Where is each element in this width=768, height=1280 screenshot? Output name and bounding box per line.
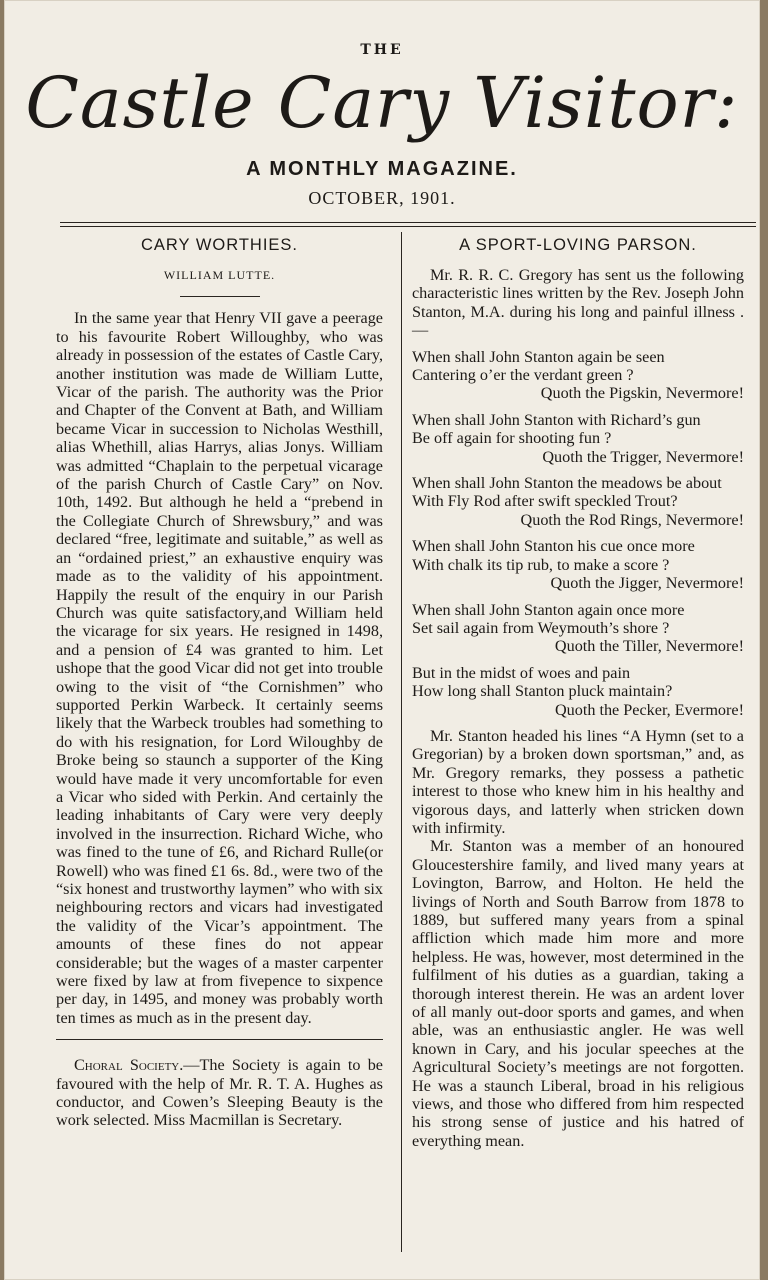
verse-refrain: Quoth the Trigger, Nevermore! bbox=[542, 447, 744, 466]
verse-refrain: Quoth the Jigger, Nevermore! bbox=[550, 574, 744, 593]
verse-refrain: Quoth the Pecker, Evermore! bbox=[554, 700, 744, 719]
issue-date: OCTOBER, 1901. bbox=[308, 188, 456, 208]
article-byline: WILLIAM LUTTE. bbox=[163, 268, 276, 282]
choral-society-note bbox=[56, 1039, 383, 1130]
verse-line: When shall John Stanton his cue once more bbox=[412, 537, 695, 556]
verse-line: When shall John Stanton with Richard’s gun bbox=[412, 410, 701, 429]
column-divider bbox=[401, 232, 402, 1252]
verse-refrain: Quoth the Pigskin, Nevermore! bbox=[540, 384, 744, 403]
verse-line: When shall John Stanton again be seen bbox=[412, 347, 665, 366]
poem-verse-5 bbox=[412, 601, 744, 656]
article-paragraph-2: Mr. Stanton was a member of an honoured Gloucestershire family, and lived many years at Lovington, Barrow, and Holton. He held the livings of North and South Barrow from 1878 to 1889, but suffered many years from a spinal affliction which made him more and more helpless. He was, however, most determined in the fulfilment of his duties as a guardian, taking a thorough interest therein. He was an ardent lover of all manly out-door sports and games, and when able, was an enthusiastic angler. He was well known in Cary, and his jocular speeches at the Agricultural Society’s meetings are not forgotten. He was a staunch Liberal, broad in his religious views, and those who differed from him respected his strong sense of justice and his hatred of everything mean. bbox=[412, 837, 744, 1150]
masthead-kicker: THE bbox=[360, 42, 404, 58]
poem-intro: Mr. R. R. C. Gregory has sent us the following characteristic lines written by the Rev. Joseph John Stanton, M.A. during his long and painful illness .— bbox=[412, 266, 744, 340]
verse-refrain: Quoth the Tiller, Nevermore! bbox=[554, 637, 744, 656]
masthead-subtitle: A MONTHLY MAGAZINE. bbox=[246, 158, 518, 180]
verse-refrain: Quoth the Rod Rings, Nevermore! bbox=[520, 510, 744, 529]
article-heading-cary-worthies: CARY WORTHIES. bbox=[140, 236, 299, 254]
poem-verse-2 bbox=[412, 411, 744, 466]
magazine-page bbox=[4, 0, 760, 1280]
poem-verse-6 bbox=[412, 664, 744, 719]
article-body: In the same year that Henry VII gave a peerage to his favourite Robert Willoughby, who was already in possession of the estates of Castle Cary, another institution was made de William Lutte, Vicar of the parish. The authority was the Prior and Chapter of the Convent at Bath, and William became Vicar in succession to Nicholas Westhill, alias Whethill, alias Harrys, alias Jonys. William was admitted “Chaplain to the perpetual vicarage of the parish Church of Castle Cary” on Nov. 10th, 1492. But although he held a “prebend in the Collegiate Church of Shrewsbury,” and was declared “free, legitimate and suitable,” as well as an “ordained priest,” an exhaustive enquiry was made as to the validity of his appointment. Happily the result of the enquiry in our Parish Church was quite satisfactory,and William held the vicarage for six years. He resigned in 1498, and a pension of £4 was granted to him. Let ushope that the good Vicar did not get into trouble owing to the visit of “the Cornishmen” who supported Perkin Warbeck. It certainly seems likely that the Warbeck troubles had something to do with his resignation, for Lord Wiloughby de Broke being so staunch a supporter of the King would have made it very uncomfortable for even a Vicar who sided with Perkin. And certainly the leading inhabitants of Cary were very deeply involved in the insurrection. Richard Wiche, who was fined to the tune of £6, and Richard Rulle(or Rowell) who was fined £1 6s. 8d., were two of the “six honest and trustworthy laymen” who with six neighbouring rectors and vicars had investigated the validity of the Vicar’s appointment. The amounts of these fines do not appear considerable; but the wages of a master carpenter were fixed by law at from fivepence to sixpence per day, in 1495, and money was probably worth ten times as much as in the present day. bbox=[56, 309, 383, 1027]
verse-line: But in the midst of woes and pain bbox=[412, 663, 631, 682]
poem-verse-4 bbox=[412, 537, 744, 592]
article-heading-sport-loving-parson: A SPORT-LOVING PARSON. bbox=[459, 236, 697, 254]
masthead-title: Castle Cary Visitor: bbox=[25, 62, 739, 144]
byline-rule bbox=[180, 296, 260, 297]
note-lead: Choral Society. bbox=[74, 1056, 184, 1075]
note-body: —The Society is again to be favoured with the help of Mr. R. T. A. Hughes as conductor, and Cowen’s Sleeping Beauty is the work selected. Miss Macmillan is Secretary. bbox=[56, 1056, 383, 1130]
right-column bbox=[412, 234, 744, 1150]
verse-line: Be off again for shooting fun ? bbox=[412, 429, 612, 448]
verse-line: With Fly Rod after swift speckled Trout? bbox=[412, 492, 678, 511]
verse-line: With chalk its tip rub, to make a score ? bbox=[412, 555, 670, 574]
verse-line: When shall John Stanton again once more bbox=[412, 600, 685, 619]
header-rule-bottom bbox=[60, 226, 756, 227]
article-paragraph-1: Mr. Stanton headed his lines “A Hymn (set to a Gregorian) by a broken down sportsman,” and, as Mr. Gregory remarks, they possess a pathetic interest to those who knew him in his healthy and vigorous days, and latterly when stricken down with infirmity. bbox=[412, 726, 744, 837]
poem-verse-3 bbox=[412, 474, 744, 529]
verse-line: When shall John Stanton the meadows be about bbox=[412, 474, 722, 493]
poem-verse-1 bbox=[412, 348, 744, 403]
header-rule-top bbox=[60, 222, 756, 223]
verse-line: How long shall Stanton pluck maintain? bbox=[412, 682, 673, 701]
left-column bbox=[56, 234, 383, 1130]
verse-line: Cantering o’er the verdant green ? bbox=[412, 366, 634, 385]
verse-line: Set sail again from Weymouth’s shore ? bbox=[412, 618, 670, 637]
